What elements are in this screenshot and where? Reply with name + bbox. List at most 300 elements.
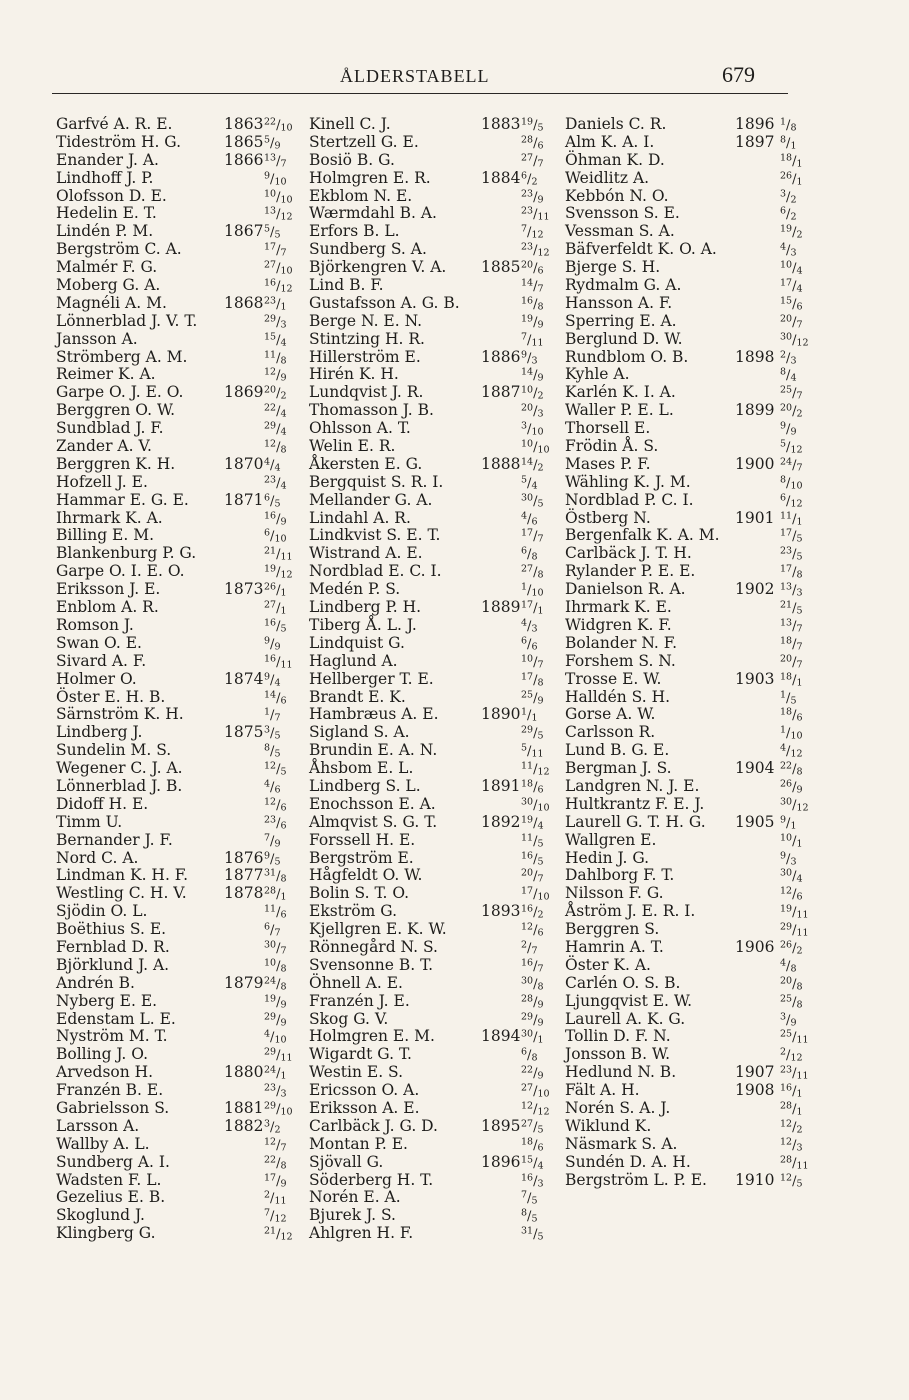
entry-date — [264, 653, 293, 672]
table-row — [56, 241, 296, 259]
date-slash: / — [786, 368, 791, 384]
date-month: 12 — [280, 569, 293, 581]
person-name: Rundblom O. B. — [565, 347, 689, 366]
person-name: Bergman J. S. — [565, 759, 672, 778]
table-row — [565, 580, 803, 599]
table-row — [56, 438, 296, 456]
date-day: 6 — [521, 1047, 528, 1059]
date-day: 18 — [780, 152, 793, 164]
entry-year: 1893 — [481, 902, 521, 921]
entry-date — [264, 205, 293, 224]
date-month: 3 — [790, 247, 797, 259]
entry-date — [780, 545, 803, 564]
date-slash: / — [270, 779, 275, 795]
entry-date — [521, 724, 544, 743]
date-month: 8 — [280, 963, 287, 975]
person-name: Welin E. R. — [309, 437, 396, 456]
date-slash: / — [786, 243, 791, 259]
person-name: Danielson R. A. — [565, 580, 686, 599]
table-row — [56, 635, 296, 653]
date-slash: / — [533, 601, 538, 617]
entry-date — [780, 778, 803, 797]
date-slash: / — [533, 654, 538, 670]
date-slash: / — [792, 654, 797, 670]
date-day: 3 — [780, 1011, 787, 1023]
entry-date — [780, 527, 803, 546]
person-name: Östberg N. — [565, 508, 651, 527]
date-slash: / — [270, 833, 275, 849]
table-row — [565, 420, 797, 438]
date-day: 9 — [780, 420, 787, 432]
date-month: 4 — [537, 1160, 544, 1172]
date-month: 3 — [537, 408, 544, 420]
date-month: 1 — [796, 1088, 803, 1100]
date-month: 2 — [796, 1124, 803, 1136]
person-name: Öhman K. D. — [565, 150, 665, 169]
entry-date — [264, 1118, 280, 1137]
date-slash: / — [270, 457, 275, 473]
entry-date — [264, 563, 293, 582]
date-slash: / — [270, 1191, 275, 1207]
date-day: 20 — [780, 653, 793, 665]
person-name: Enochsson E. A. — [309, 794, 436, 813]
date-month: 11 — [537, 211, 550, 223]
date-month: 8 — [537, 569, 544, 581]
date-day: 3 — [521, 420, 528, 432]
person-name: Kjellgren E. K. W. — [309, 920, 447, 939]
date-day: 6 — [780, 492, 787, 504]
date-slash: / — [533, 779, 538, 795]
table-row — [56, 850, 296, 868]
date-day: 16 — [521, 295, 534, 307]
entry-date — [780, 796, 809, 815]
date-day: 2 — [780, 1047, 787, 1059]
entry-date — [264, 456, 280, 475]
date-month: 6 — [537, 784, 544, 796]
date-slash: / — [533, 851, 538, 867]
table-row — [309, 402, 559, 420]
person-name: Carlén O. S. B. — [565, 973, 681, 992]
entry-date — [780, 366, 796, 385]
entry-year: 1896 — [481, 1152, 521, 1171]
entry-year: 1889 — [481, 598, 521, 617]
table-row — [565, 1045, 803, 1064]
entry-year: 1869 — [224, 383, 264, 402]
person-name: Tideström H. G. — [56, 132, 182, 151]
date-slash: / — [792, 905, 797, 921]
table-row — [309, 867, 559, 885]
entry-date — [780, 689, 796, 708]
table-row — [565, 472, 803, 492]
date-month: 6 — [537, 1142, 544, 1154]
date-day: 8 — [264, 742, 271, 754]
entry-date — [780, 635, 803, 654]
date-day: 18 — [521, 1136, 534, 1148]
entry-date — [264, 384, 287, 403]
date-slash: / — [533, 207, 538, 223]
entry-date — [264, 885, 287, 904]
date-month: 5 — [537, 122, 544, 134]
table-row — [309, 850, 559, 868]
date-day: 9 — [264, 671, 271, 683]
entry-date — [521, 975, 544, 994]
table-row — [56, 402, 296, 420]
date-month: 7 — [537, 158, 544, 170]
date-slash: / — [276, 511, 281, 527]
person-name: Lönnerblad J. B. — [56, 776, 183, 795]
date-slash: / — [786, 440, 791, 456]
table-row — [309, 760, 559, 778]
entry-date — [780, 957, 796, 976]
entry-date — [780, 706, 803, 725]
date-day: 26 — [780, 170, 793, 182]
date-slash: / — [276, 905, 281, 921]
date-month: 3 — [280, 1088, 287, 1100]
table-row — [565, 957, 797, 975]
table-row — [309, 1189, 559, 1207]
table-row — [565, 205, 797, 223]
table-row — [565, 311, 803, 331]
date-slash: / — [527, 1209, 532, 1225]
date-day: 17 — [780, 564, 793, 575]
person-name: Särnström K. H. — [56, 705, 184, 724]
date-month: 1 — [537, 605, 544, 617]
date-day: 16 — [521, 850, 534, 862]
date-day: 22 — [780, 760, 793, 772]
date-slash: / — [786, 726, 791, 742]
date-day: 6 — [264, 492, 271, 504]
table-row — [56, 420, 296, 438]
date-day: 21 — [264, 1225, 277, 1237]
date-slash: / — [533, 923, 538, 939]
date-slash: / — [533, 1227, 538, 1243]
table-row — [565, 383, 803, 402]
table-row — [565, 920, 809, 939]
entry-date — [780, 742, 803, 761]
date-day: 17 — [521, 599, 534, 611]
date-month: 5 — [280, 766, 287, 778]
date-day: 22 — [264, 116, 277, 128]
date-slash: / — [276, 386, 281, 402]
date-slash: / — [276, 332, 281, 348]
date-day: 4 — [521, 617, 528, 629]
table-row — [565, 991, 803, 1011]
date-day: 12 — [780, 1136, 793, 1148]
entry-date — [521, 885, 550, 904]
table-row — [309, 1064, 559, 1082]
date-month: 3 — [796, 1142, 803, 1154]
person-name: Holmer O. — [56, 669, 137, 688]
entry-year: 1896 — [735, 115, 775, 133]
date-month: 10 — [537, 444, 550, 456]
date-day: 14 — [264, 689, 277, 701]
date-month: 9 — [274, 838, 281, 850]
date-day: 20 — [780, 402, 793, 414]
date-day: 11 — [264, 349, 277, 361]
table-row — [309, 706, 559, 724]
table-row — [56, 1028, 296, 1046]
person-name: Bergström C. A. — [56, 240, 182, 259]
date-month: 8 — [531, 1052, 538, 1064]
date-month: 5 — [274, 498, 281, 510]
entry-date — [521, 438, 550, 457]
entry-date — [521, 814, 544, 833]
person-name: Franzén J. E. — [309, 991, 410, 1010]
person-name: Norén S. A. J. — [565, 1098, 671, 1117]
date-slash: / — [533, 887, 538, 903]
entry-date — [780, 402, 803, 421]
person-name: Söderberg H. T. — [309, 1170, 434, 1189]
person-name: Lindahl A. R. — [309, 508, 411, 527]
date-slash: / — [792, 296, 797, 312]
entry-date — [264, 1172, 287, 1191]
date-day: 20 — [264, 385, 277, 397]
date-day: 17 — [264, 1172, 277, 1184]
entry-date — [521, 939, 537, 958]
date-slash: / — [786, 493, 791, 509]
date-day: 6 — [264, 921, 271, 933]
date-slash: / — [276, 261, 281, 277]
table-row — [56, 1046, 296, 1064]
date-slash: / — [527, 636, 532, 652]
entry-date — [264, 1064, 287, 1083]
entry-date — [521, 1225, 544, 1244]
date-day: 16 — [264, 653, 277, 665]
date-month: 12 — [796, 337, 809, 349]
date-slash: / — [527, 744, 532, 760]
date-day: 17 — [521, 886, 534, 898]
person-name: Laurell G. T. H. G. — [565, 812, 706, 831]
date-month: 1 — [531, 712, 538, 724]
table-row — [565, 1116, 803, 1136]
entry-year: 1884 — [481, 168, 521, 187]
date-month: 10 — [790, 480, 803, 492]
date-month: 5 — [274, 730, 281, 742]
date-day: 16 — [780, 1082, 793, 1094]
person-name: Carlbäck J. G. D. — [309, 1116, 438, 1135]
date-slash: / — [786, 118, 791, 133]
date-month: 6 — [537, 927, 544, 939]
person-name: Sundén D. A. H. — [565, 1152, 691, 1171]
person-name: Bolin S. T. O. — [309, 884, 410, 903]
date-month: 5 — [796, 605, 803, 617]
entry-year: 1867 — [224, 222, 264, 241]
date-slash: / — [533, 976, 538, 992]
table-row — [565, 651, 803, 671]
date-day: 12 — [264, 438, 277, 450]
entry-date — [780, 331, 809, 350]
person-name: Hofzell J. E. — [56, 472, 148, 491]
entry-date — [780, 1154, 809, 1173]
table-row — [56, 1189, 296, 1207]
entry-date — [264, 706, 280, 725]
person-name: Timm U. — [56, 812, 123, 831]
date-month: 6 — [531, 641, 538, 653]
person-name: Hedin J. G. — [565, 848, 650, 867]
date-day: 19 — [521, 116, 534, 128]
table-row — [565, 349, 797, 367]
date-day: 23 — [521, 188, 534, 200]
table-row — [565, 150, 803, 170]
entry-date — [264, 349, 287, 368]
table-row — [309, 814, 559, 832]
date-slash: / — [786, 135, 791, 151]
date-month: 6 — [796, 301, 803, 313]
entry-date — [521, 205, 550, 224]
date-day: 9 — [264, 635, 271, 647]
date-month: 3 — [790, 355, 797, 366]
column-3 — [565, 115, 809, 1189]
person-name: Lind B. F. — [309, 276, 384, 295]
date-month: 3 — [531, 355, 538, 366]
person-name: Karlén K. I. A. — [565, 383, 676, 402]
date-day: 5 — [521, 742, 528, 754]
entry-date — [521, 742, 544, 761]
date-day: 23 — [264, 814, 277, 826]
date-slash: / — [533, 1155, 538, 1171]
table-row — [565, 490, 803, 510]
date-day: 18 — [780, 635, 793, 647]
person-name: Ohlsson A. T. — [309, 419, 411, 438]
entry-year: 1910 — [735, 1170, 775, 1189]
person-name: Zander A. V. — [56, 437, 152, 456]
entry-date — [521, 116, 544, 135]
date-day: 4 — [264, 1029, 271, 1041]
table-row — [565, 258, 803, 277]
date-day: 30 — [521, 492, 534, 504]
table-row — [56, 796, 296, 814]
date-day: 2 — [521, 939, 528, 951]
date-month: 5 — [280, 623, 287, 635]
date-month: 6 — [796, 712, 803, 724]
table-row — [56, 259, 296, 277]
date-day: 25 — [780, 993, 793, 1005]
entry-date — [264, 724, 280, 743]
date-day: 28 — [264, 886, 277, 898]
person-name: Åström J. E. R. I. — [565, 902, 696, 921]
date-day: 17 — [521, 528, 534, 540]
person-name: Ekblom N. E. — [309, 186, 413, 205]
date-day: 10 — [780, 259, 793, 271]
date-slash: / — [276, 1084, 281, 1100]
date-month: 6 — [796, 891, 803, 903]
table-row — [309, 205, 559, 223]
table-row — [309, 903, 559, 921]
person-name: Strömberg A. M. — [56, 347, 188, 366]
entry-date — [521, 295, 544, 314]
person-name: Hågfeldt O. W. — [309, 866, 423, 885]
date-day: 30 — [780, 796, 793, 808]
date-slash: / — [270, 744, 275, 760]
entry-date — [780, 259, 803, 278]
table-row — [56, 384, 296, 402]
date-slash: / — [270, 636, 275, 652]
date-month: 5 — [274, 855, 281, 867]
entry-year: 1885 — [481, 258, 521, 277]
date-slash: / — [276, 547, 281, 563]
date-month: 8 — [531, 551, 538, 563]
date-day: 30 — [521, 796, 534, 808]
table-row — [56, 1100, 296, 1118]
date-month: 3 — [280, 319, 287, 331]
date-day: 28 — [521, 993, 534, 1005]
entry-date — [780, 152, 803, 171]
date-day: 19 — [521, 313, 534, 325]
person-name: Lindberg J. — [56, 723, 143, 742]
entry-date — [780, 492, 803, 511]
table-row — [565, 1011, 797, 1029]
date-day: 23 — [521, 241, 534, 253]
person-name: Rönnegård N. S. — [309, 937, 438, 956]
entry-date — [521, 635, 537, 654]
date-month: 12 — [537, 1106, 550, 1118]
date-month: 5 — [531, 1213, 538, 1225]
date-slash: / — [786, 1048, 791, 1064]
date-day: 14 — [521, 367, 534, 379]
date-month: 6 — [280, 909, 287, 921]
entry-date — [264, 259, 293, 278]
table-row — [565, 526, 803, 545]
entry-date — [780, 420, 796, 439]
date-day: 1 — [780, 689, 787, 701]
table-row — [56, 706, 296, 724]
entry-date — [521, 993, 544, 1012]
person-name: Montan P. E. — [309, 1134, 408, 1153]
date-month: 2 — [531, 176, 538, 188]
entry-date — [780, 563, 803, 582]
table-row — [309, 223, 559, 241]
date-month: 11 — [280, 1052, 293, 1064]
entry-year: 1868 — [224, 293, 264, 312]
table-row — [56, 867, 296, 885]
date-slash: / — [276, 243, 281, 259]
date-slash: / — [786, 207, 791, 223]
table-row — [565, 741, 803, 760]
date-month: 1 — [280, 587, 287, 599]
person-name: Ihrmark K. E. — [565, 598, 672, 617]
person-name: Hedelin E. T. — [56, 204, 157, 223]
date-slash: / — [527, 225, 532, 241]
entry-date — [264, 832, 280, 851]
person-name: Sundelin M. S. — [56, 741, 172, 760]
person-name: Sundberg A. I. — [56, 1152, 170, 1171]
table-row — [309, 116, 559, 134]
date-month: 9 — [790, 1016, 797, 1028]
entry-date — [780, 1172, 803, 1191]
table-row — [565, 689, 797, 707]
entry-year: 1899 — [735, 401, 775, 420]
date-day: 20 — [521, 259, 534, 271]
table-row — [309, 366, 559, 384]
entry-year: 1863 — [224, 115, 264, 133]
table-row — [56, 366, 296, 384]
entry-date — [521, 850, 544, 869]
entry-date — [780, 223, 803, 242]
entry-date — [521, 617, 537, 636]
date-day: 12 — [521, 1100, 534, 1112]
entry-date — [264, 689, 287, 708]
date-slash: / — [533, 762, 538, 778]
table-row — [56, 349, 296, 367]
date-month: 6 — [280, 694, 287, 706]
entry-date — [780, 116, 796, 135]
date-month: 6 — [280, 820, 287, 832]
date-month: 11 — [280, 551, 293, 563]
date-month: 12 — [790, 498, 803, 510]
person-name: Gezelius E. B. — [56, 1188, 166, 1207]
person-name: Medén P. S. — [309, 580, 401, 599]
date-day: 12 — [264, 1136, 277, 1148]
